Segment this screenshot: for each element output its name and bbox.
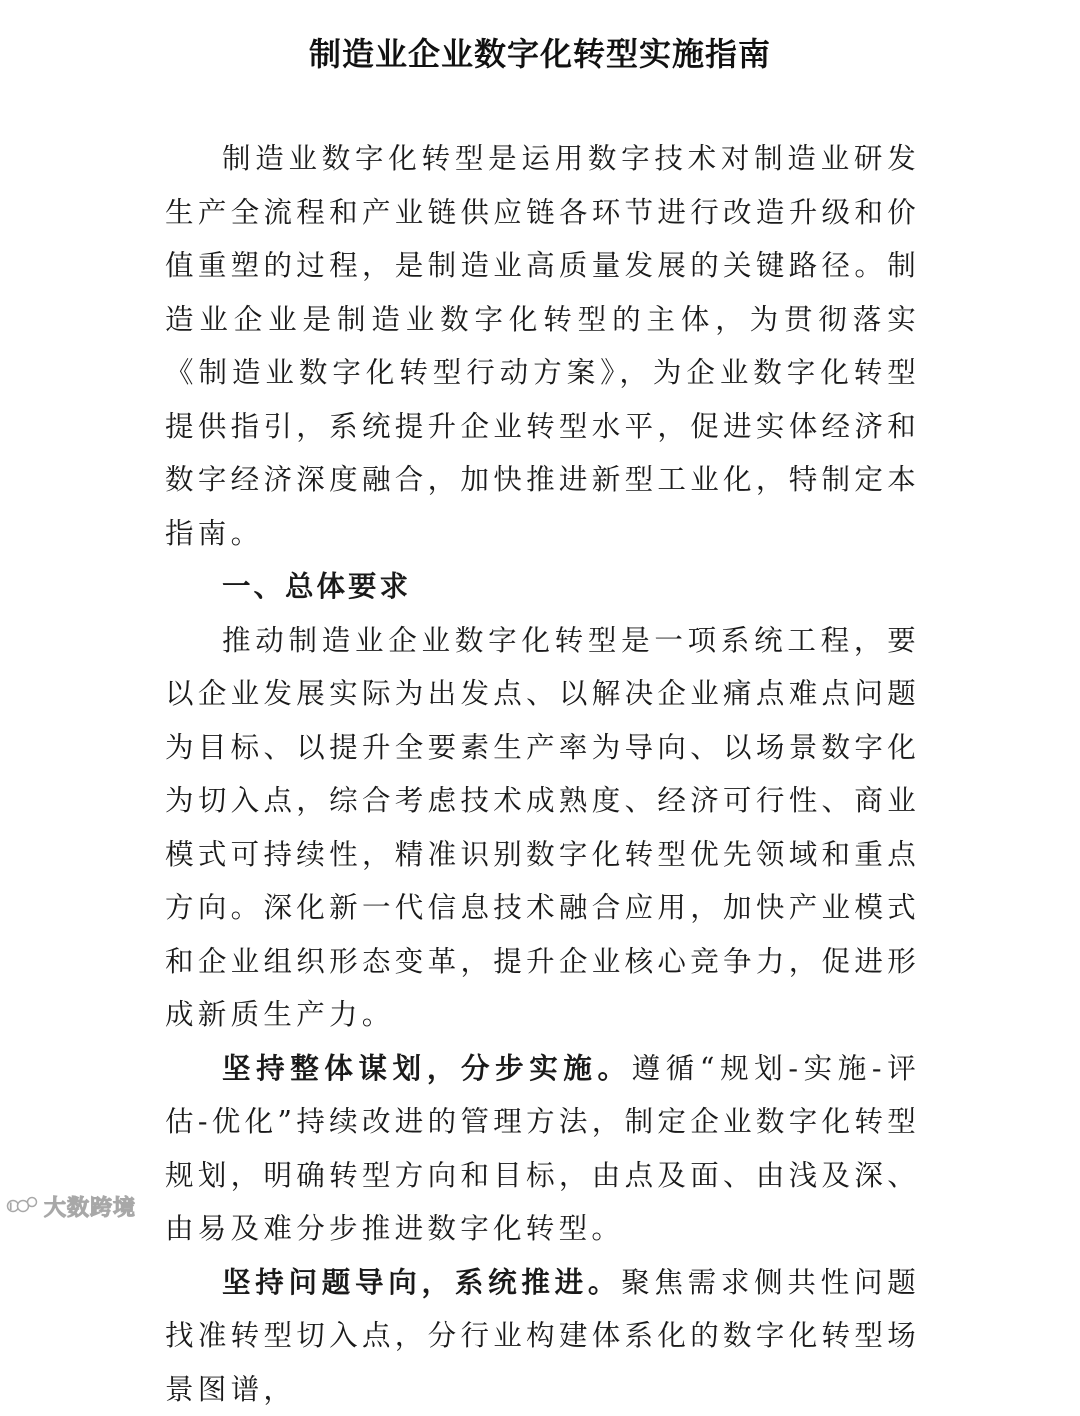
principle-lead-2: 坚持问题导向，系统推进。 bbox=[222, 1265, 621, 1299]
section-heading-overall-requirements: 一、总体要求 bbox=[165, 560, 920, 614]
svg-text:l: l bbox=[9, 1202, 12, 1213]
document-body bbox=[165, 132, 920, 1416]
principle-paragraph-2 bbox=[165, 1256, 920, 1416]
watermark bbox=[6, 1190, 136, 1222]
intro-paragraph: 制造业数字化转型是运用数字技术对制造业研发生产全流程和产业链供应链各环节进行改造升级和价值重塑的过程，是制造业高质量发展的关键路径。制造业企业是制造业数字化转型的主体，为贯彻落实《制造业数字化转型行动方案》，为企业数字化转型提供指引，系统提升企业转型水平，促进实体经济和数字经济深度融合，加快推进新型工业化，特制定本指南。 bbox=[165, 132, 920, 560]
document-title: 制造业企业数字化转型实施指南 bbox=[0, 30, 1080, 78]
section1-paragraph: 推动制造业企业数字化转型是一项系统工程，要以企业发展实际为出发点、以解决企业痛点难点问题为目标、以提升全要素生产率为导向、以场景数字化为切入点，综合考虑技术成熟度、经济可行性、商业模式可持续性，精准识别数字化转型优先领域和重点方向。深化新一代信息技术融合应用，加快产业模式和企业组织形态变革，提升企业核心竞争力，促进形成新质生产力。 bbox=[165, 614, 920, 1042]
principle-paragraph-1 bbox=[165, 1042, 920, 1256]
principle-text-2: 聚焦需求侧共性问题找准转型切入点，分行业构建体系化的数字化转型场景图谱， bbox=[165, 1266, 920, 1406]
principle-text-1: 遵循“规划-实施-评估-优化”持续改进的管理方法，制定企业数字化转型规划，明确转型方向和目标，由点及面、由浅及深、由易及难分步推进数字化转型。 bbox=[165, 1052, 920, 1246]
principle-lead-1: 坚持整体谋划，分步实施。 bbox=[222, 1051, 632, 1085]
watermark-text: 大数跨境 bbox=[44, 1191, 136, 1222]
dashuju-logo-icon bbox=[6, 1193, 38, 1219]
